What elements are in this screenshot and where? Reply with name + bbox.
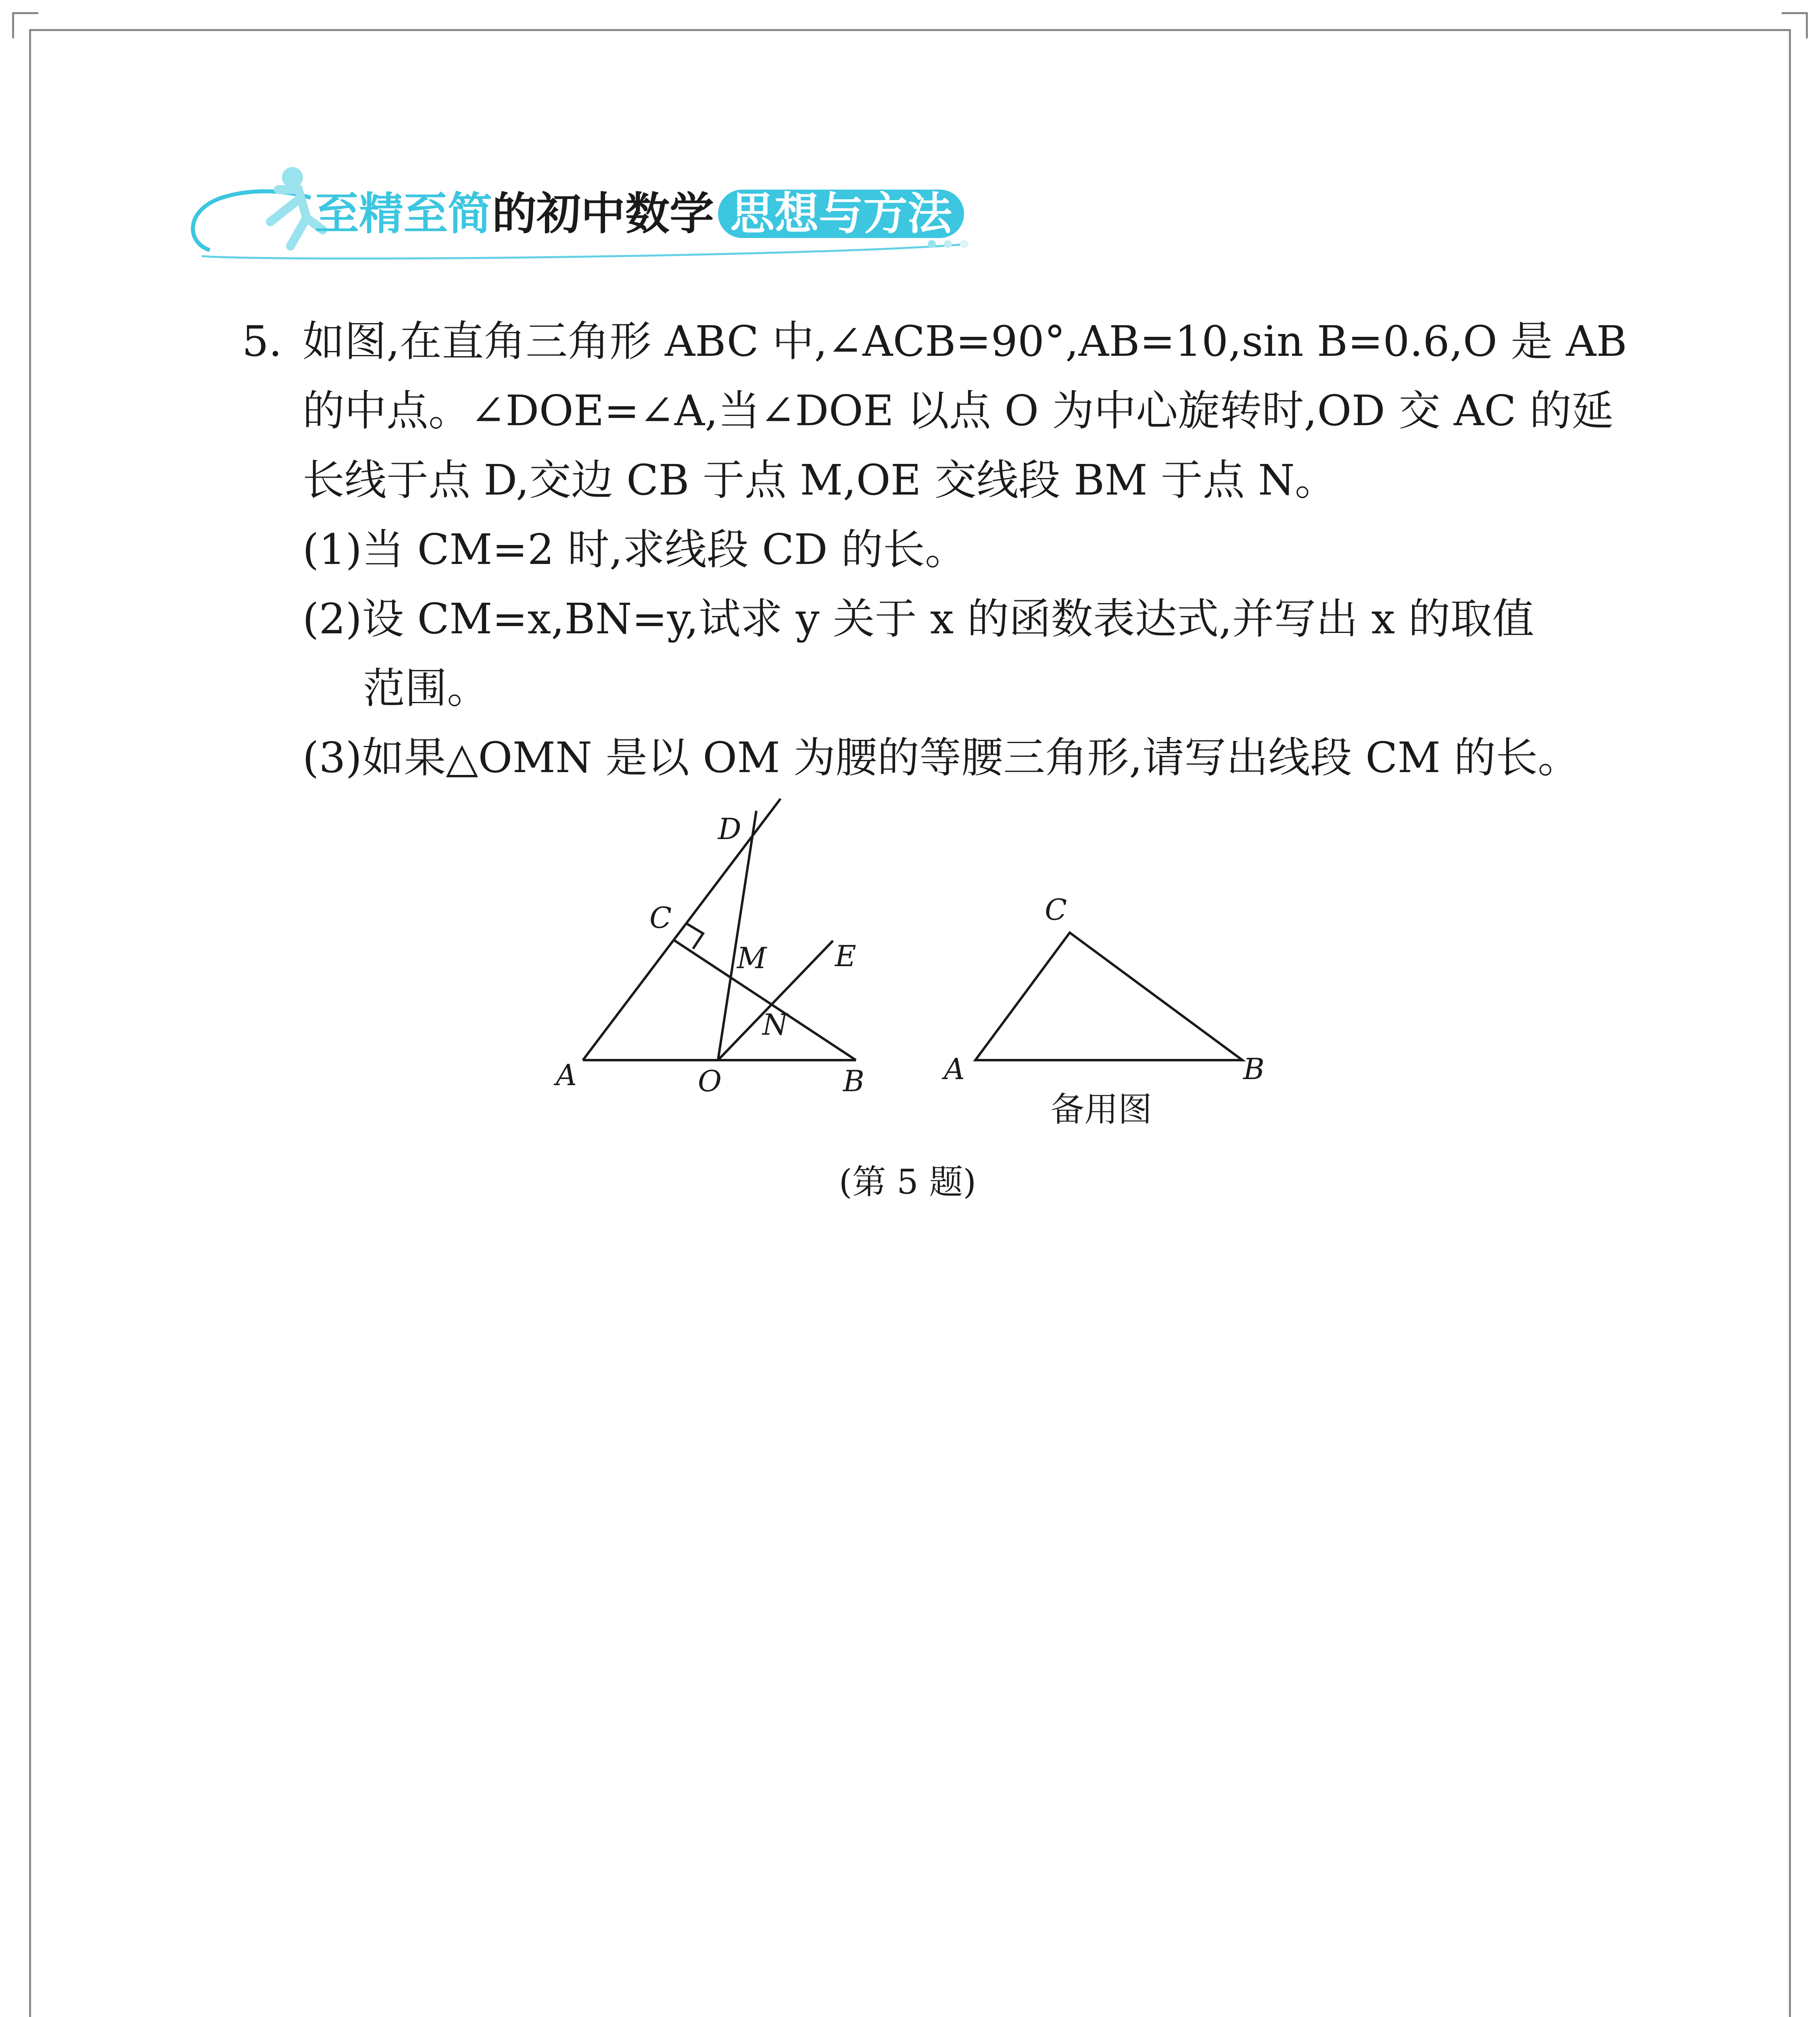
header-title-part-b: 的初中数学 [492,188,714,240]
line-oe [718,941,833,1060]
label-e: E [835,939,856,973]
label-n: N [762,1008,788,1042]
right-angle-mark [687,924,703,949]
header-title-part-c: 思想与方法 [718,190,964,238]
question-2-text-continued: 范围。 [363,664,489,713]
line-od [718,811,756,1060]
label-c: C [649,901,672,935]
problem-number: 5. [242,317,282,366]
label-a: A [556,1058,577,1092]
problem-line-2 [242,376,1613,445]
label-b: B [843,1064,864,1098]
question-1-text: (1)当 CM=2 时,求线段 CD 的长。 [303,525,967,574]
crop-mark-top-left [12,12,38,38]
backup-label-a: A [944,1052,965,1086]
problem-line-1 [242,307,1627,376]
label-o: O [698,1064,722,1098]
question-2 [242,584,1613,654]
line-ad-extended [583,799,781,1060]
label-d: D [718,812,741,846]
question-1 [242,515,1613,584]
backup-label-c: C [1045,893,1067,927]
running-header [177,161,1008,266]
triangle-abc [975,933,1242,1060]
backup-figure-caption: 备用图 [1050,1090,1152,1129]
backup-figure [975,933,1242,1060]
problem-text-line-1: 如图,在直角三角形 ABC 中,∠ACB=90°,AB=10,sin B=0.6,O 是 AB [303,317,1627,366]
problem-line-3 [242,445,1613,515]
crop-mark-top-right [1782,12,1808,38]
header-title-part-a: 至精至简 [315,188,492,240]
problem-text-line-3: 长线于点 D,交边 CB 于点 M,OE 交线段 BM 于点 N。 [303,455,1337,505]
backup-label-b: B [1243,1052,1265,1086]
problem-5 [242,307,1627,792]
problem-text-line-2: 的中点。∠DOE=∠A,当∠DOE 以点 O 为中心旋转时,OD 交 AC 的延 [303,386,1613,435]
question-2-continued [242,654,1613,723]
header-title [315,190,964,238]
question-2-text: (2)设 CM=x,BN=y,试求 y 关于 x 的函数表达式,并写出 x 的取值 [303,594,1534,643]
geometry-figures [524,791,1315,1154]
question-3-text: (3)如果△OMN 是以 OM 为腰的等腰三角形,请写出线段 CM 的长。 [303,733,1580,782]
backup-figure-labels [941,893,1265,1086]
label-m: M [737,941,767,975]
question-3 [242,723,1613,792]
figure-caption: (第 5 题) [839,1162,977,1202]
